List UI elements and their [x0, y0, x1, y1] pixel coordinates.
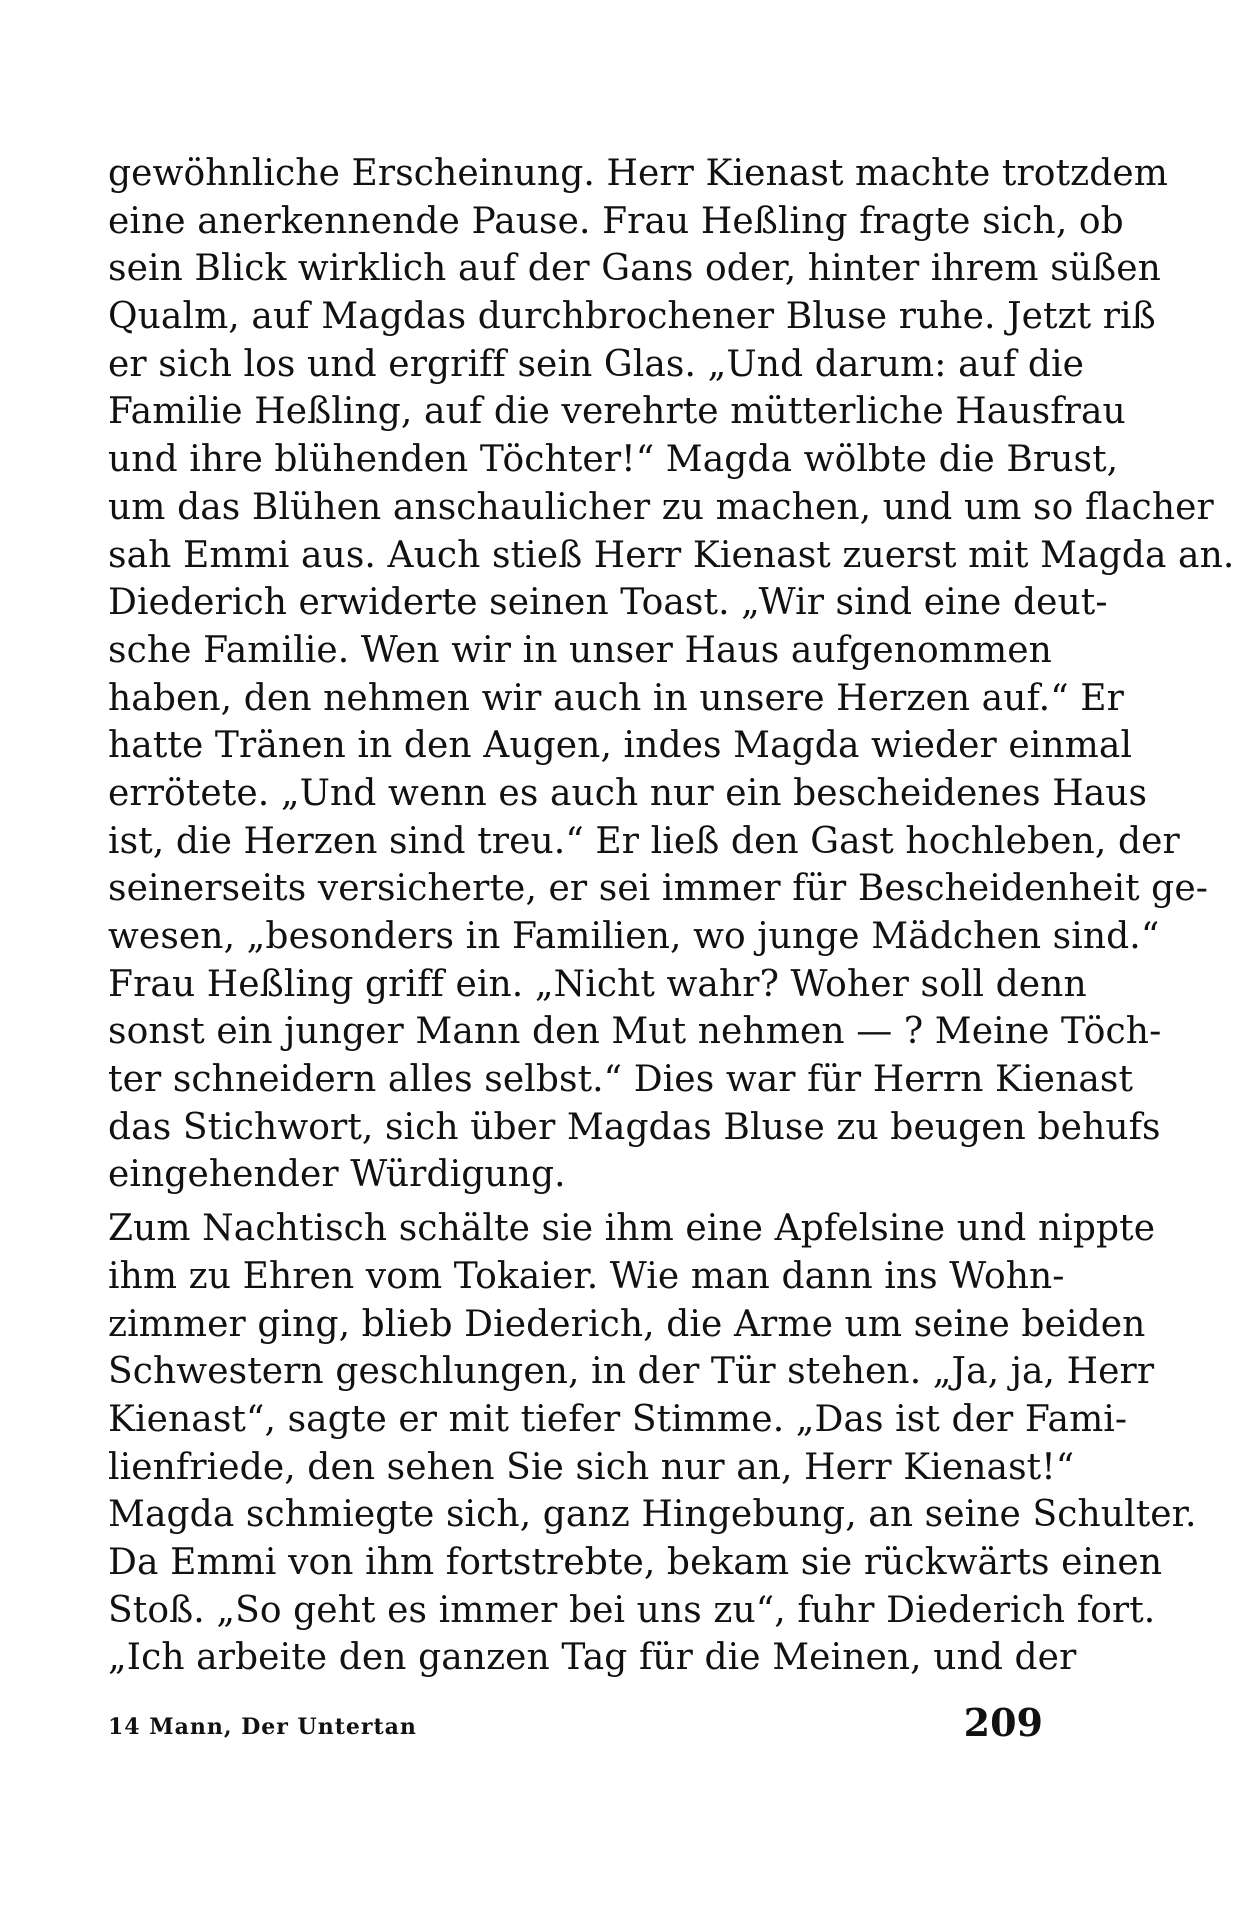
- text-line: ter schneidern alles selbst.“ Dies war für Herrn Kienast: [108, 1059, 1134, 1101]
- text-line: „Ich arbeite den ganzen Tag für die Meinen, und der: [108, 1637, 1077, 1679]
- text-line: Qualm, auf Magdas durchbrochener Bluse ruhe. Jetzt riß: [108, 296, 1156, 338]
- text-line: sonst ein junger Mann den Mut nehmen — ? Meine Töch-: [108, 1011, 1162, 1053]
- text-line: Magda schmiegte sich, ganz Hingebung, an seine Schulter.: [108, 1494, 1197, 1536]
- text-line: Zum Nachtisch schälte sie ihm eine Apfelsine und nippte: [108, 1208, 1156, 1250]
- text-line: eingehender Würdigung.: [108, 1154, 566, 1196]
- text-line: errötete. „Und wenn es auch nur ein bescheidenes Haus: [108, 772, 1148, 814]
- text-line: Kienast“, sagte er mit tiefer Stimme. „Das ist der Fami-: [108, 1398, 1128, 1440]
- text-line: wesen, „besonders in Familien, wo junge Mädchen sind.“: [108, 916, 1160, 957]
- text-line: und ihre blühenden Töchter!“ Magda wölbte die Brust,: [108, 439, 1119, 481]
- text-line: lienfriede, den sehen Sie sich nur an, Herr Kienast!“: [108, 1446, 1075, 1488]
- text-line: sein Blick wirklich auf der Gans oder, hinter ihrem süßen: [108, 248, 1161, 290]
- text-line: Frau Heßling griff ein. „Nicht wahr? Woher soll denn: [108, 963, 1087, 1005]
- text-line: er sich los und ergriff sein Glas. „Und darum: auf die: [108, 343, 1085, 385]
- text-line: sche Familie. Wen wir in unser Haus aufgenommen: [108, 629, 1052, 671]
- printer-signature: 14 Mann, Der Untertan: [108, 1714, 417, 1740]
- page-footer: [108, 1700, 1043, 1760]
- text-line: zimmer ging, blieb Diederich, die Arme um seine beiden: [108, 1303, 1146, 1345]
- text-line: Da Emmi von ihm fortstrebte, bekam sie rückwärts einen: [108, 1541, 1163, 1583]
- text-line: haben, den nehmen wir auch in unsere Herzen auf.“ Er: [108, 677, 1124, 719]
- text-line: seinerseits versicherte, er sei immer für Bescheidenheit ge-: [108, 868, 1208, 910]
- text-line: um das Blühen anschaulicher zu machen, und um so flacher: [108, 486, 1214, 528]
- text-line: hatte Tränen in den Augen, indes Magda wieder einmal: [108, 725, 1133, 767]
- text-line: Stoß. „So geht es immer bei uns zu“, fuhr Diederich fort.: [108, 1589, 1156, 1631]
- text-line: sah Emmi aus. Auch stieß Herr Kienast zuerst mit Magda an.: [108, 534, 1234, 576]
- text-line: ihm zu Ehren vom Tokaier. Wie man dann ins Wohn-: [108, 1255, 1065, 1297]
- text-line: Schwestern geschlungen, in der Tür stehen. „Ja, ja, Herr: [108, 1351, 1155, 1393]
- page-number: 209: [963, 1700, 1043, 1745]
- text-line: ist, die Herzen sind treu.“ Er ließ den Gast hochleben, der: [108, 820, 1180, 862]
- text-line: Diederich erwiderte seinen Toast. „Wir sind eine deut-: [108, 582, 1108, 624]
- text-line: das Stichwort, sich über Magdas Bluse zu beugen behufs: [108, 1106, 1161, 1148]
- text-line: Familie Heßling, auf die verehrte mütterliche Hausfrau: [108, 391, 1126, 433]
- body-text: [108, 150, 1234, 1682]
- text-line: eine anerkennende Pause. Frau Heßling fragte sich, ob: [108, 200, 1124, 242]
- text-line: gewöhnliche Erscheinung. Herr Kienast machte trotzdem: [108, 153, 1168, 194]
